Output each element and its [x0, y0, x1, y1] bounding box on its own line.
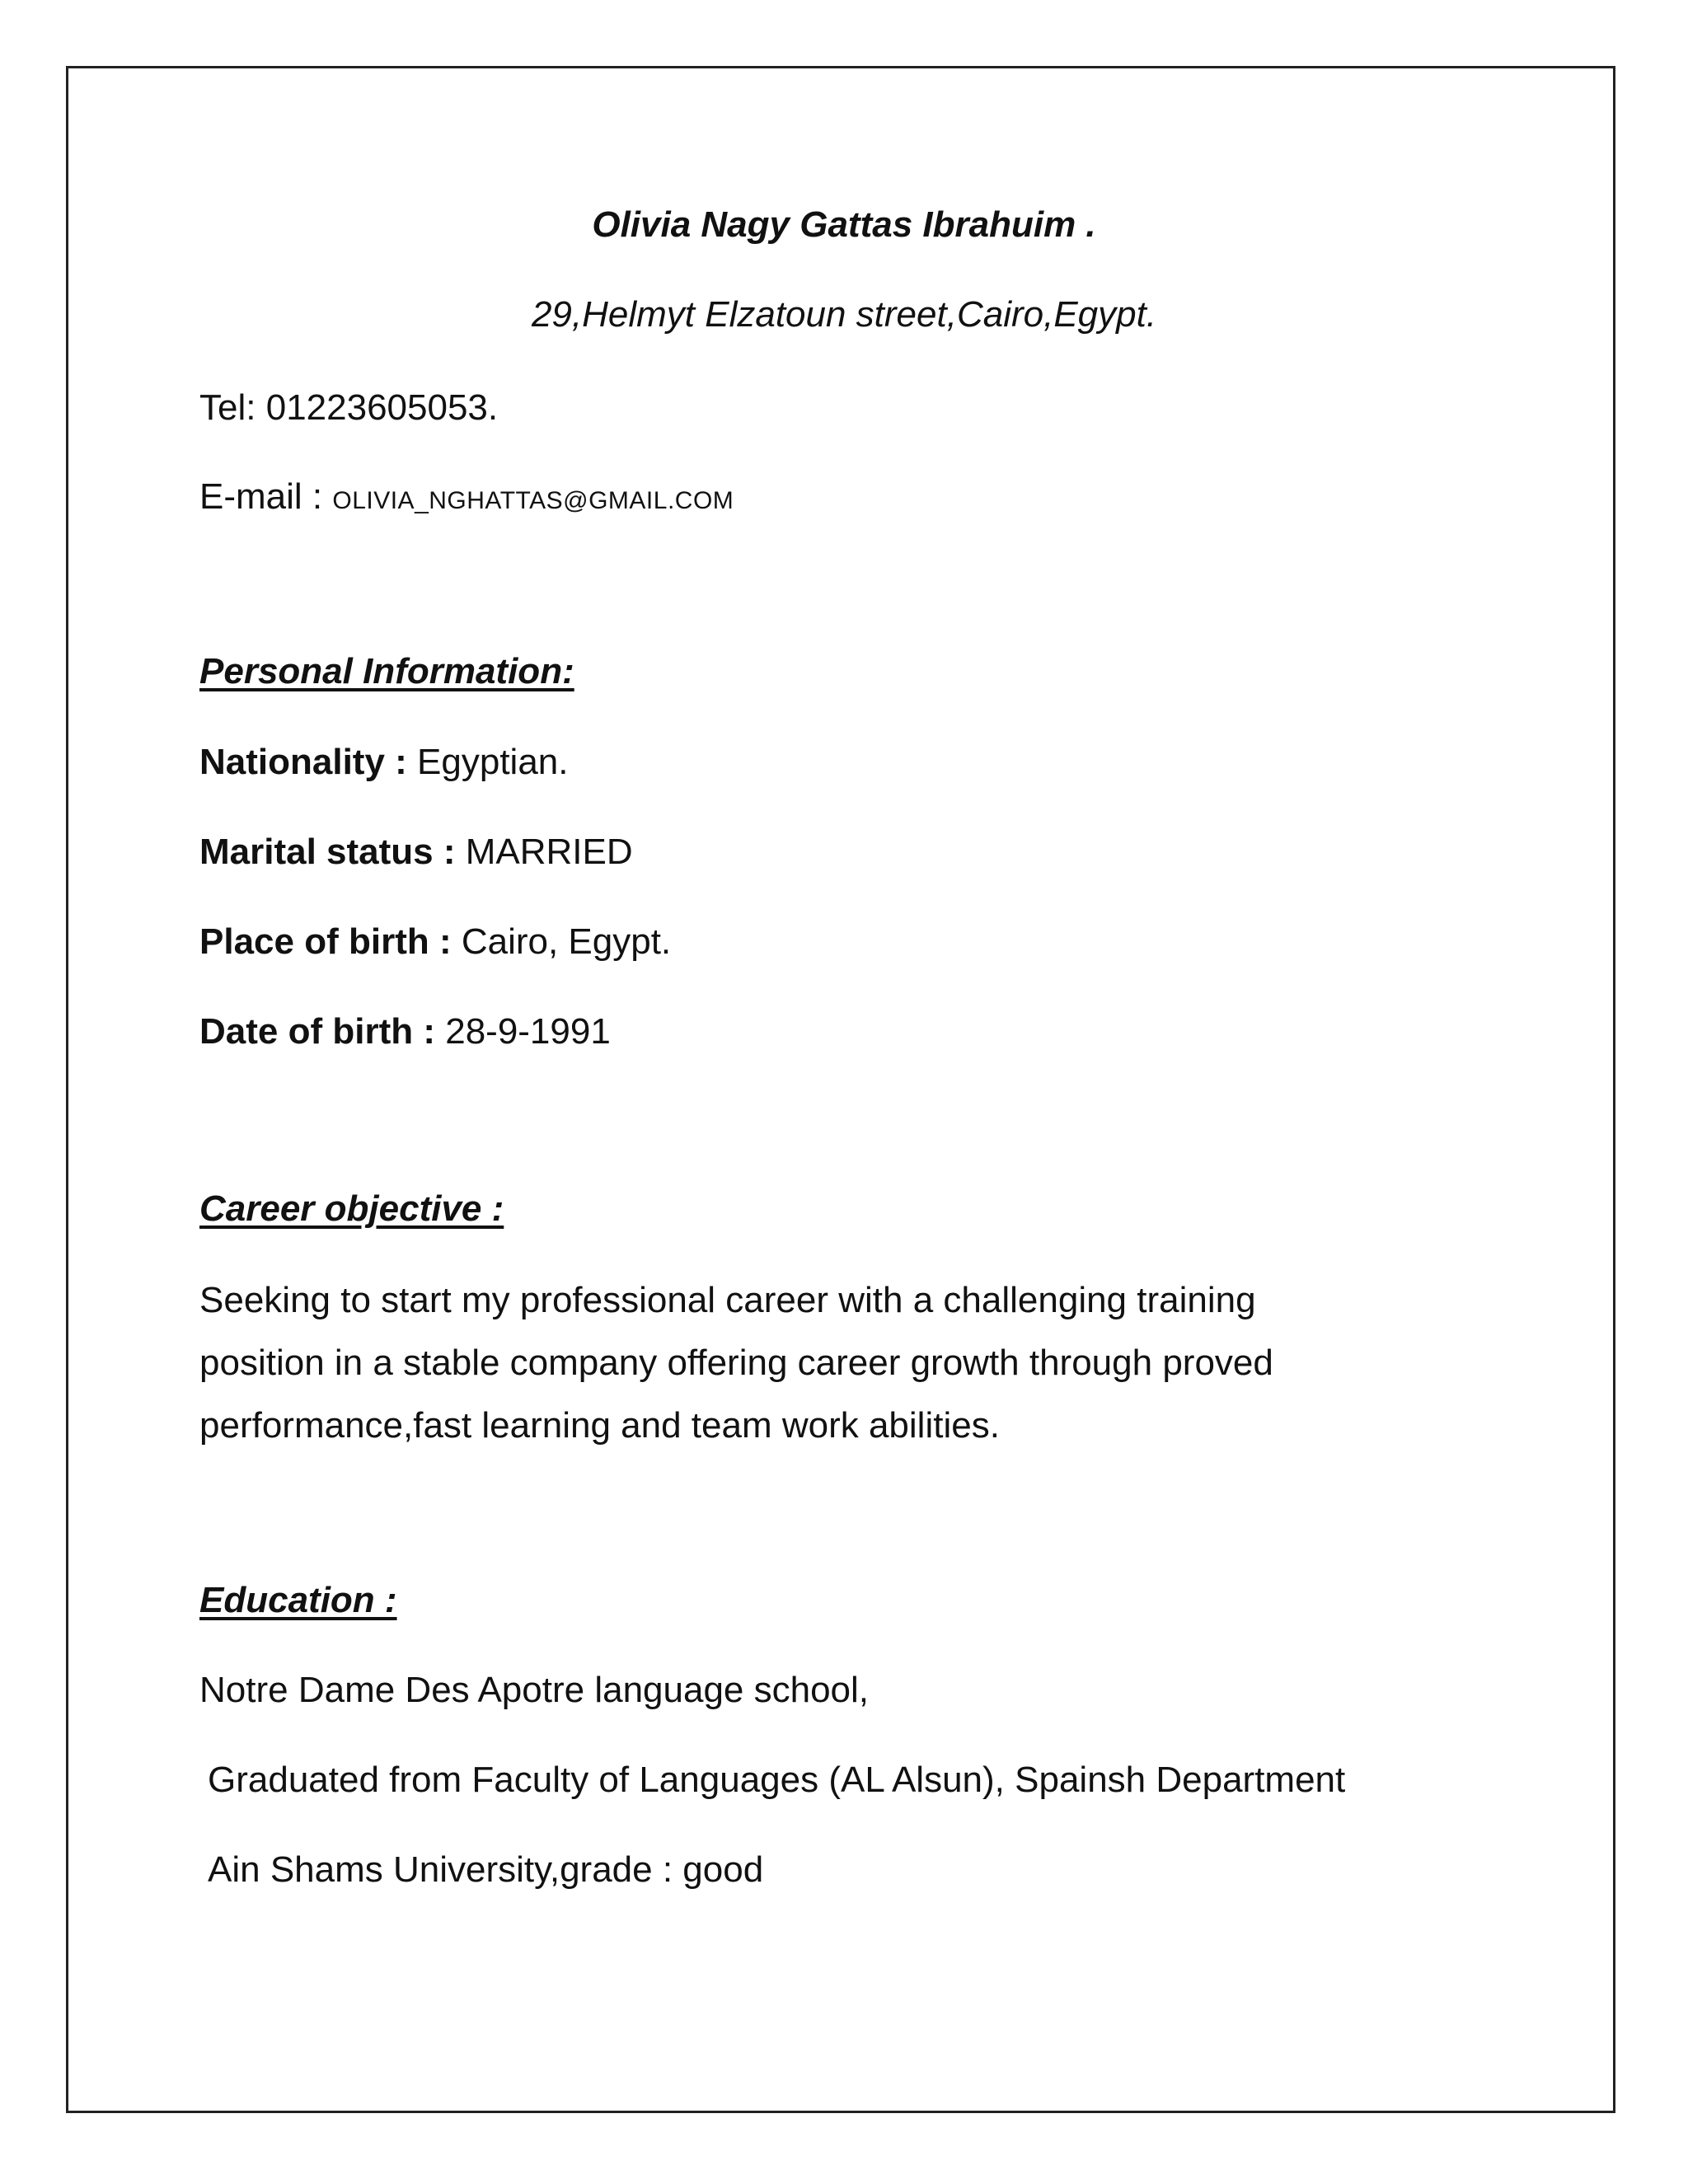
nationality-value: Egyptian.	[417, 742, 569, 782]
career-objective-text	[199, 1269, 1485, 1457]
marital-status-row	[199, 830, 633, 874]
career-objective-line: position in a stable company offering career growth through proved	[199, 1343, 1273, 1383]
phone-value: 01223605053.	[265, 387, 499, 428]
place-of-birth-label: Place of birth :	[199, 921, 452, 962]
nationality-label: Nationality :	[199, 742, 407, 782]
education-heading: Education :	[199, 1580, 397, 1620]
career-objective-line: Seeking to start my professional career with a challenging training	[199, 1280, 1256, 1320]
date-of-birth-value: 28-9-1991	[445, 1011, 611, 1052]
education-faculty: Graduated from Faculty of Languages (AL Alsun), Spainsh Department	[208, 1760, 1346, 1800]
nationality-row	[199, 740, 569, 785]
place-of-birth-value: Cairo, Egypt.	[461, 921, 672, 962]
email-value: OLIVIA_NGHATTAS@GMAIL.COM	[332, 487, 734, 514]
phone-line	[199, 386, 498, 430]
education-school: Notre Dame Des Apotre language school,	[199, 1670, 870, 1710]
personal-info-heading: Personal Information:	[199, 651, 574, 691]
place-of-birth-row	[199, 920, 671, 964]
date-of-birth-label: Date of birth :	[199, 1011, 435, 1052]
marital-status-value: MARRIED	[465, 832, 633, 872]
career-objective-heading: Career objective :	[199, 1188, 504, 1229]
email-line	[199, 475, 734, 523]
career-objective-line: performance,fast learning and team work abilities.	[199, 1405, 1000, 1446]
email-label: E-mail :	[199, 476, 323, 517]
education-university: Ain Shams University,grade : good	[208, 1849, 764, 1890]
date-of-birth-row	[199, 1010, 611, 1054]
candidate-name: Olivia Nagy Gattas Ibrahuim .	[592, 204, 1096, 245]
phone-label: Tel:	[199, 387, 256, 428]
page-border	[66, 66, 1615, 2113]
marital-status-label: Marital status :	[199, 832, 456, 872]
address: 29,Helmyt Elzatoun street,Cairo,Egypt.	[531, 294, 1157, 335]
